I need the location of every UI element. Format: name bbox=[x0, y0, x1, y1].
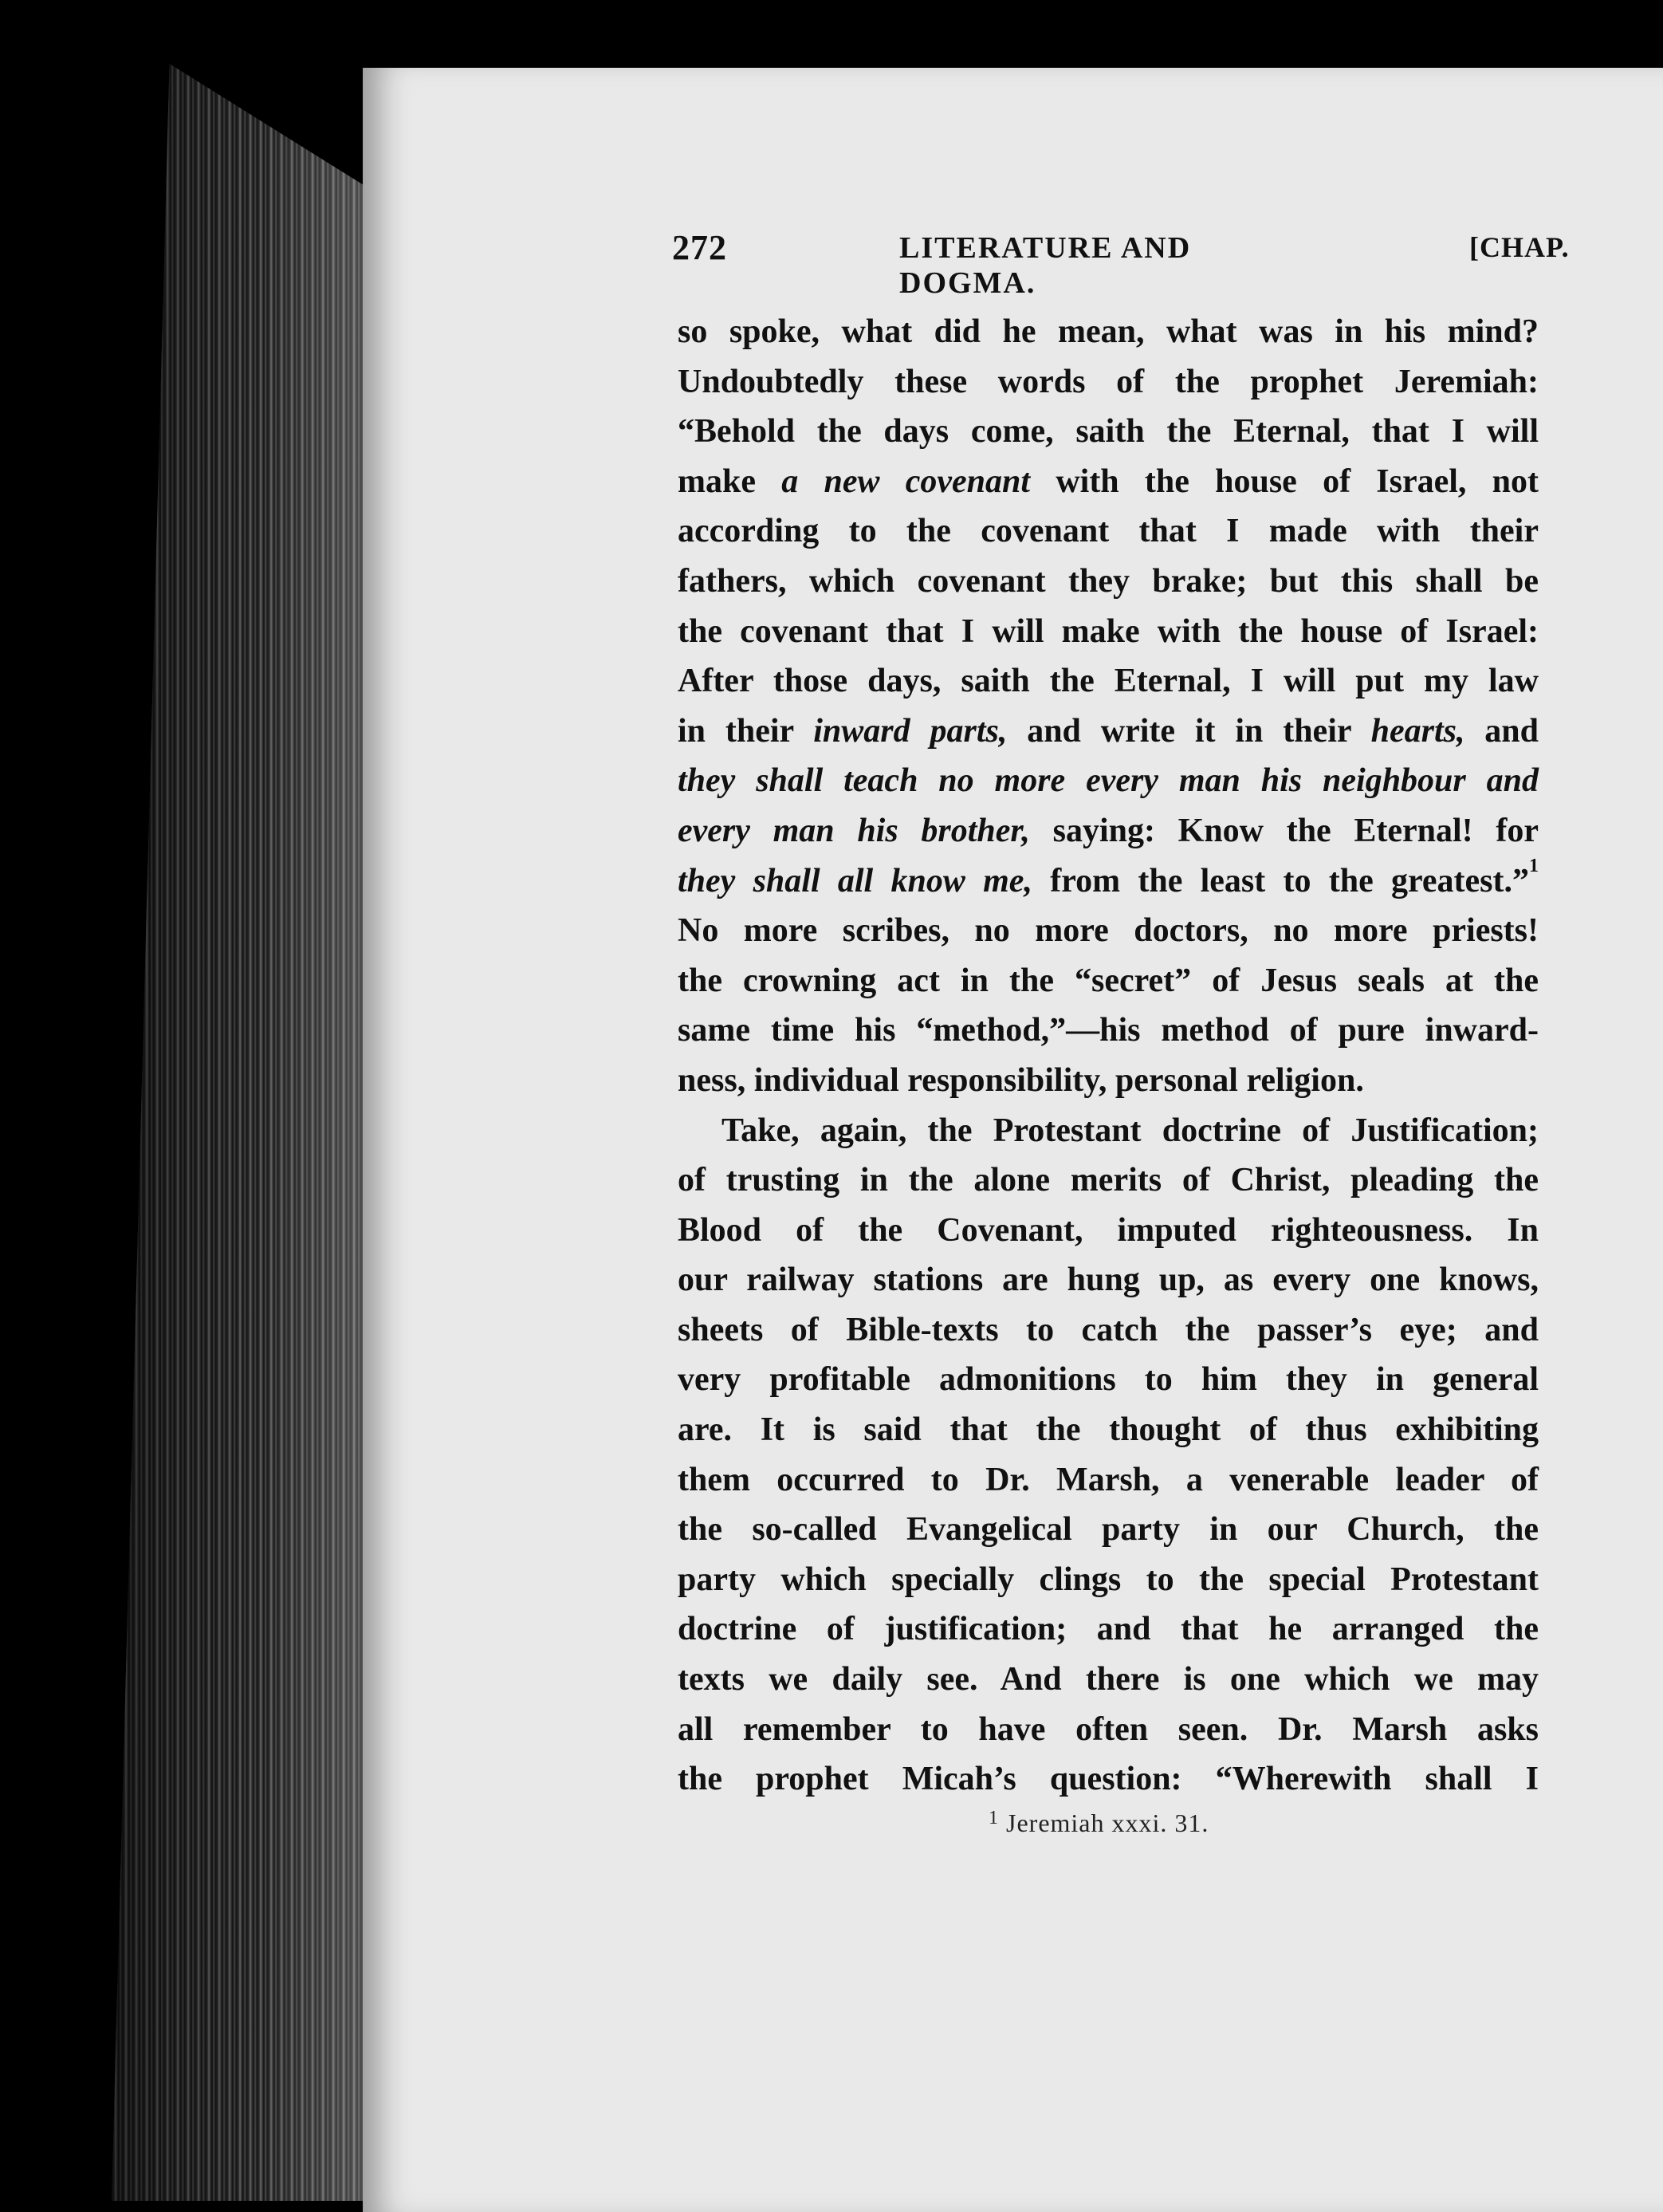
text-line bbox=[678, 806, 1539, 856]
running-title: LITERATURE AND DOGMA. bbox=[899, 231, 1192, 300]
text-line: ness, individual responsibility, personal religion. bbox=[678, 1061, 1364, 1099]
text-line: them occurred to Dr. Marsh, a venerable leader of bbox=[678, 1461, 1539, 1498]
chapter-marker: [CHAP. bbox=[1469, 231, 1570, 263]
text-line: sheets of Bible-texts to catch the passer’s eye; and bbox=[678, 1311, 1539, 1348]
text-line bbox=[678, 457, 1539, 507]
page-number: 272 bbox=[672, 228, 727, 267]
text-line: the crowning act in the “secret” of Jesus seals at the bbox=[678, 962, 1539, 999]
running-head bbox=[0, 227, 1570, 300]
text-line bbox=[678, 707, 1539, 757]
text-line: doctrine of justification; and that he arranged the bbox=[678, 1611, 1539, 1648]
text-run: and write it in their bbox=[1027, 712, 1351, 750]
text-run: with the house of Israel, not bbox=[1056, 462, 1539, 500]
text-line: very profitable admonitions to him they in general bbox=[678, 1361, 1539, 1399]
italic-run: every man his brother, bbox=[678, 812, 1030, 849]
body-text bbox=[678, 307, 1539, 1805]
text-line: “Behold the days come, saith the Eternal, that I will bbox=[678, 413, 1539, 451]
footnote bbox=[989, 1809, 1209, 1838]
text-line: the covenant that I will make with the house of Israel: bbox=[678, 612, 1539, 650]
text-line: same time his “method,”—his method of pure inward- bbox=[678, 1012, 1539, 1049]
footnote-mark: 1 bbox=[989, 1808, 999, 1828]
text-line: of trusting in the alone merits of Christ, pleading the bbox=[678, 1162, 1539, 1199]
footnote-ref: 1 bbox=[1529, 855, 1539, 876]
text-line: After those days, saith the Eternal, I will put my law bbox=[678, 663, 1539, 700]
text-line: our railway stations are hung up, as every one knows, bbox=[678, 1261, 1539, 1299]
text-run: make bbox=[678, 462, 756, 500]
text-line: Undoubtedly these words of the prophet Jeremiah: bbox=[678, 363, 1539, 400]
text-line: so spoke, what did he mean, what was in his mind? bbox=[678, 313, 1539, 350]
italic-run: a new covenant bbox=[781, 462, 1031, 500]
text-line bbox=[678, 856, 1539, 907]
text-line: according to the covenant that I made with their bbox=[678, 513, 1539, 550]
text-line: are. It is said that the thought of thus exhibiting bbox=[678, 1411, 1539, 1449]
text-line bbox=[678, 756, 1539, 806]
text-line: party which specially clings to the special Protestant bbox=[678, 1561, 1539, 1598]
text-run: in their bbox=[678, 712, 794, 750]
page-edges-shading bbox=[112, 64, 375, 2201]
text-line: Take, again, the Protestant doctrine of Justification; bbox=[721, 1112, 1539, 1149]
italic-run: hearts, bbox=[1370, 712, 1465, 750]
text-run: from the least to the greatest.” bbox=[1050, 862, 1530, 899]
italic-run: inward parts, bbox=[813, 712, 1008, 750]
footnote-text: Jeremiah xxxi. 31. bbox=[1006, 1809, 1209, 1837]
italic-run: they shall teach no more every man his neighbour and bbox=[678, 762, 1539, 800]
text-line: Blood of the Covenant, imputed righteousness. In bbox=[678, 1211, 1539, 1249]
text-line: No more scribes, no more doctors, no more priests! bbox=[678, 912, 1539, 950]
text-line: fathers, which covenant they brake; but this shall be bbox=[678, 562, 1539, 600]
italic-run: they shall all know me, bbox=[678, 862, 1032, 899]
text-line: the so-called Evangelical party in our Church, the bbox=[678, 1511, 1539, 1549]
text-line: the prophet Micah’s question: “Wherewith shall I bbox=[678, 1761, 1539, 1798]
text-run: and bbox=[1484, 712, 1539, 750]
text-line: texts we daily see. And there is one which we may bbox=[678, 1661, 1539, 1698]
text-line: all remember to have often seen. Dr. Marsh asks bbox=[678, 1710, 1539, 1748]
text-run: saying: Know the Eternal! for bbox=[1052, 812, 1539, 849]
